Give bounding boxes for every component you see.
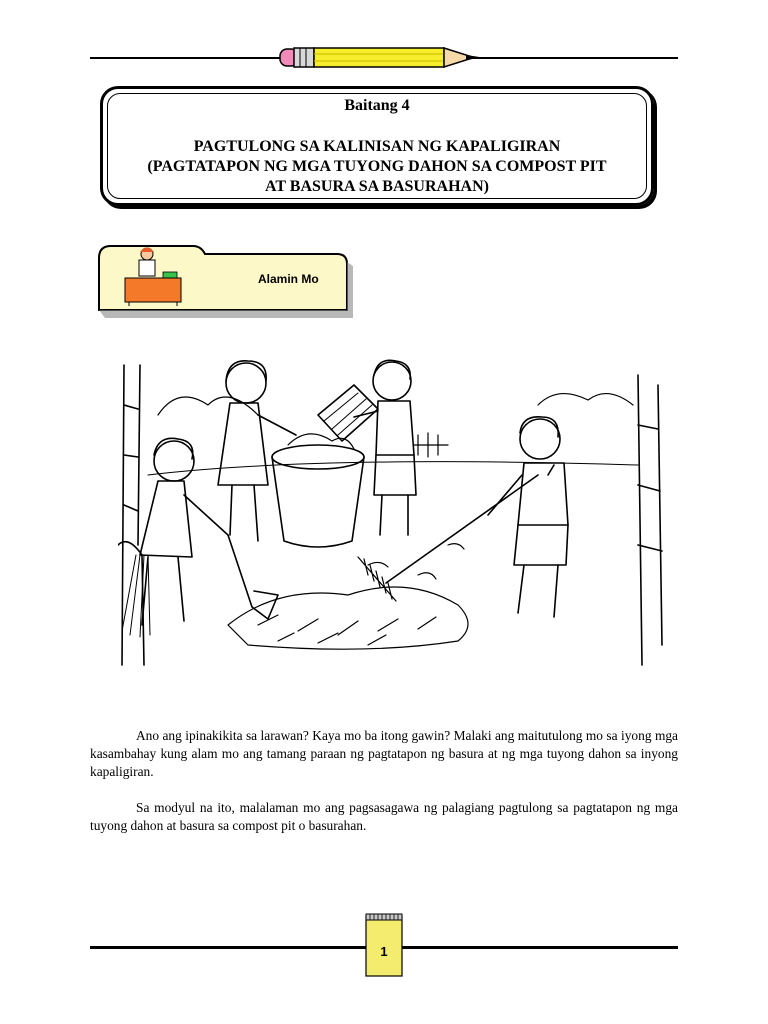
girl-at-bin (218, 361, 296, 541)
page-number: 1 (380, 944, 388, 959)
dustpan (228, 535, 278, 619)
title-box (100, 86, 654, 206)
trash-bin (272, 434, 364, 547)
rake (358, 475, 538, 601)
tree-right (638, 375, 662, 665)
module-purpose-paragraph: Sa modyul na ito, malalaman mo ang pagsasagawa ng palagiang pagtulong sa pagtatapon ng mga tuyong dahon at basura sa compost pit o basurahan. (90, 800, 678, 833)
intro-paragraph: Ano ang ipinakikita sa larawan? Kaya mo ba itong gawin? Malaki ang maitutulong mo sa iyong mga kasambahay kung alam mo ang tamang paraan ng pagtatapon ng basura at ng mga tuyong dahon sa inyong kapaligiran. (90, 728, 678, 779)
children-cleaning-illustration (118, 345, 666, 680)
title-line: PAGTULONG SA KALINISAN NG KAPALIGIRAN (193, 138, 561, 155)
pencil-icon (278, 44, 488, 72)
section-label: Alamin Mo (258, 272, 319, 286)
title-line: AT BASURA SA BASURAHAN) (265, 178, 489, 195)
boy-with-basket (354, 360, 416, 535)
boy-with-rake (488, 417, 568, 617)
grade-level: Baitang 4 (344, 97, 410, 114)
leaf-pile (228, 544, 468, 649)
module-title (103, 137, 651, 197)
tree-left (118, 365, 144, 665)
title-line: (PAGTATAPON NG MGA TUYONG DAHON SA COMPOST PIT (147, 158, 607, 175)
